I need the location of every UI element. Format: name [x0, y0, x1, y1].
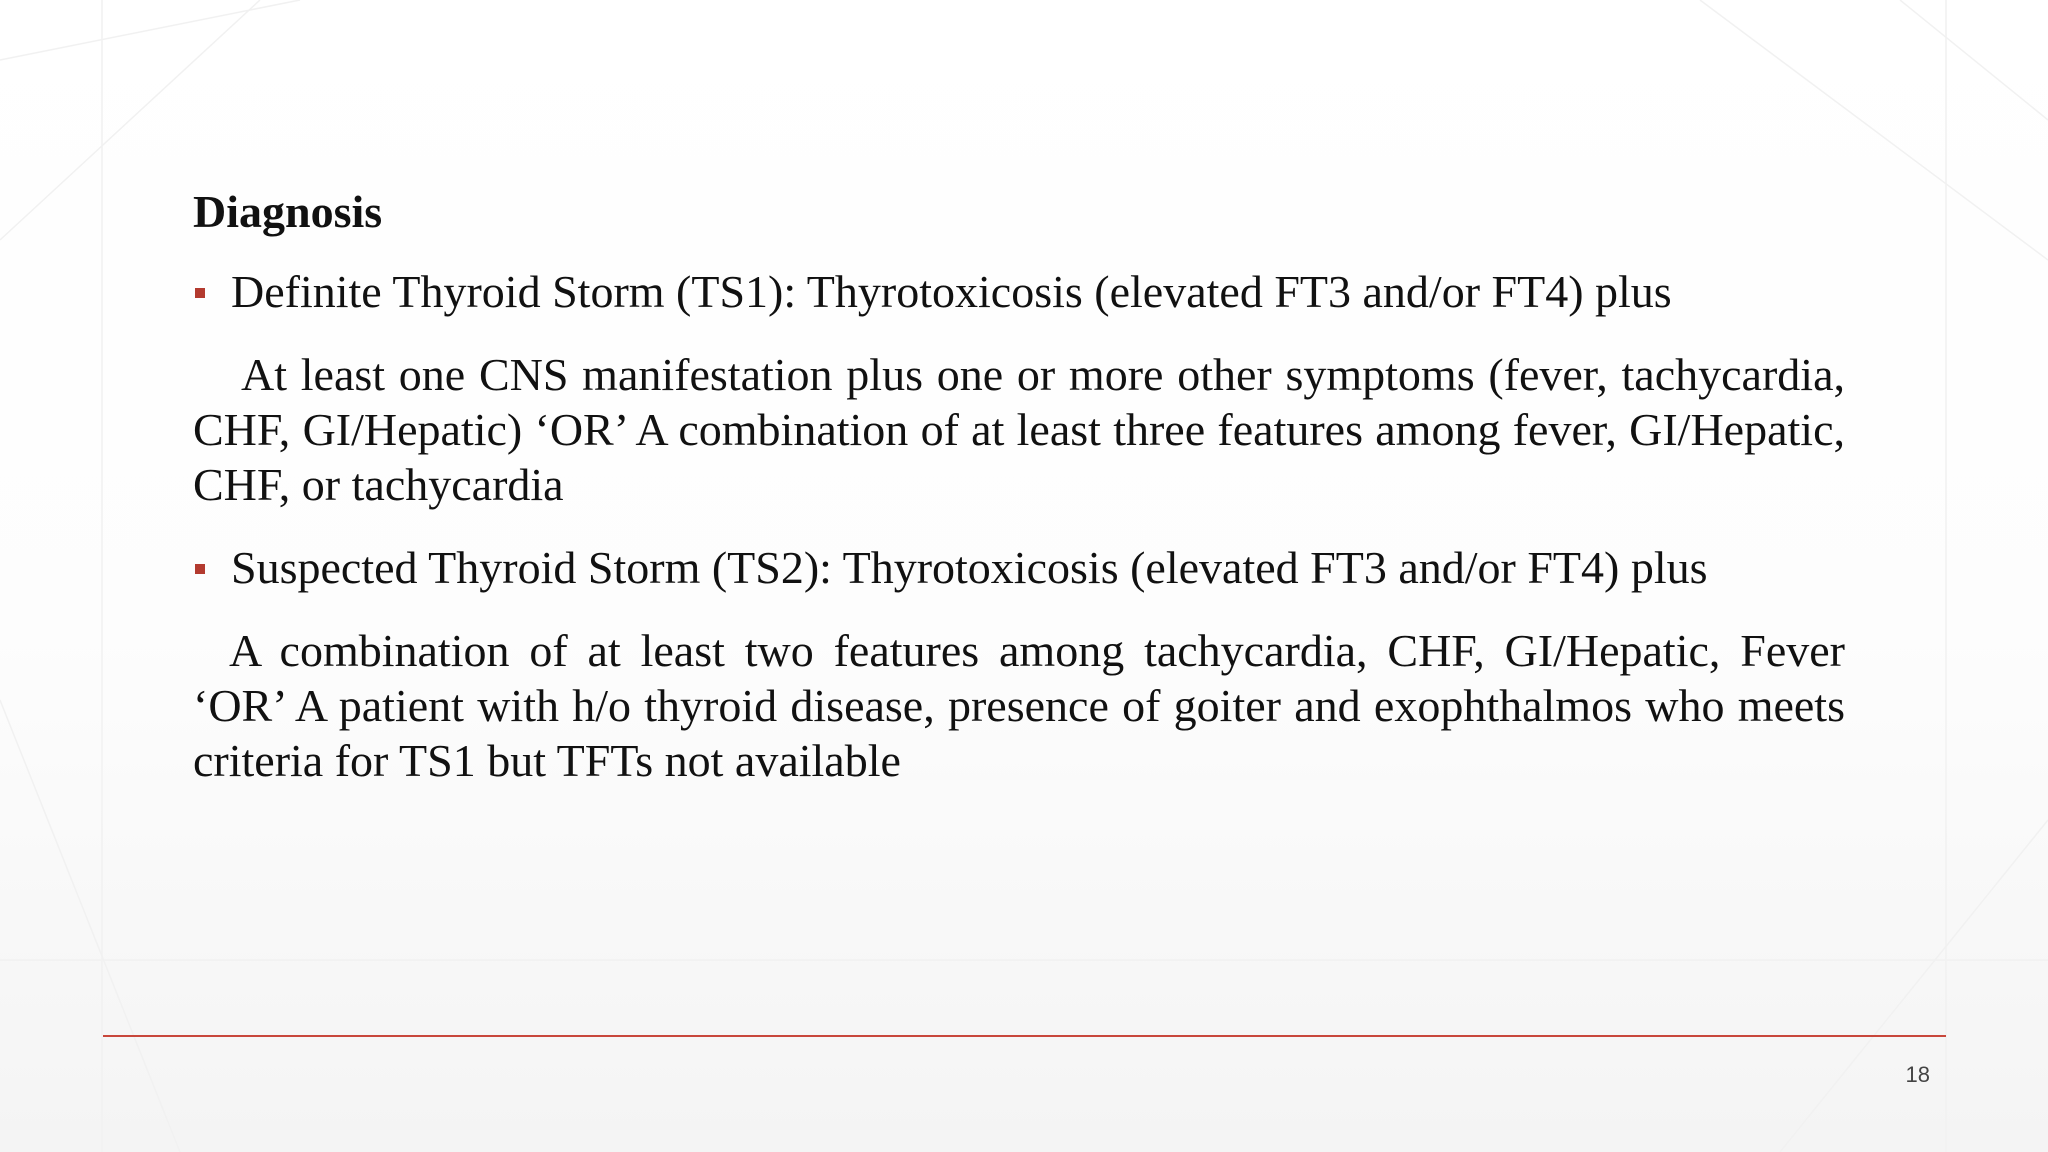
- paragraph-ts1-criteria: At least one CNS manifestation plus one or more other symptoms (fever, tachycardia, CHF, GI/Hepatic) ‘OR’ A combination of at least three features among fever, GI/Hepatic, CHF, or tachycardia: [193, 349, 1845, 510]
- square-bullet-icon: [195, 288, 205, 298]
- bullet-definite-thyroid-storm: [193, 264, 1845, 319]
- bullet-text: Suspected Thyroid Storm (TS2): Thyrotoxicosis (elevated FT3 and/or FT4) plus: [231, 542, 1708, 593]
- footer-divider: [103, 1035, 1946, 1037]
- bullet-suspected-thyroid-storm: [193, 540, 1845, 595]
- page-number: 18: [1905, 1062, 1930, 1087]
- slide-body: [193, 182, 1845, 816]
- paragraph-ts2-criteria: A combination of at least two features among tachycardia, CHF, GI/Hepatic, Fever ‘OR’ A patient with h/o thyroid disease, presence of goiter and exophthalmos who meets criteria for TS1 but TFTs not available: [193, 625, 1845, 786]
- bullet-text: Definite Thyroid Storm (TS1): Thyrotoxicosis (elevated FT3 and/or FT4) plus: [231, 266, 1672, 317]
- square-bullet-icon: [195, 564, 205, 574]
- slide-heading: Diagnosis: [193, 186, 383, 237]
